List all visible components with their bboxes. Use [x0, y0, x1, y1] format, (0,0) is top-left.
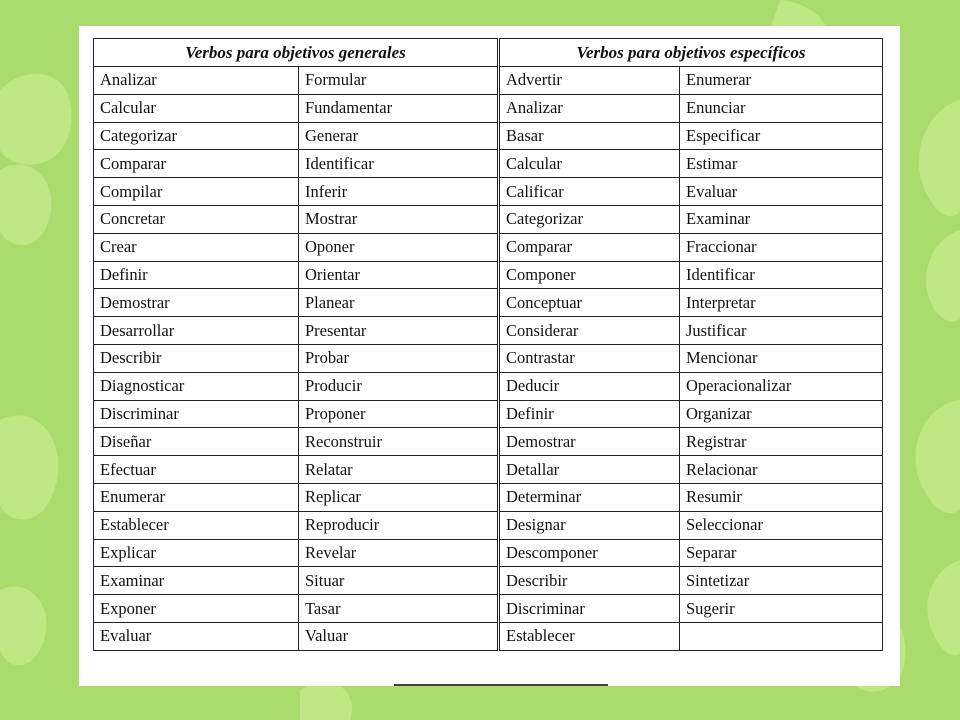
butterfly-wing-icon: [916, 400, 960, 513]
specific-verb-cell: Componer: [499, 261, 680, 289]
table-header-row: [94, 39, 883, 67]
specific-verb-cell: Calificar: [499, 178, 680, 206]
butterfly-wing-icon: [0, 586, 46, 665]
table-row: [94, 456, 883, 484]
general-verb-cell: Situar: [299, 567, 499, 595]
general-verb-cell: Identificar: [299, 150, 499, 178]
general-verb-cell: Presentar: [299, 317, 499, 345]
table-row: [94, 344, 883, 372]
general-verb-cell: Orientar: [299, 261, 499, 289]
specific-verb-cell: Sugerir: [680, 595, 883, 623]
specific-verb-cell: Sintetizar: [680, 567, 883, 595]
general-verb-cell: Mostrar: [299, 205, 499, 233]
specific-verb-cell: Basar: [499, 122, 680, 150]
specific-verb-cell: Advertir: [499, 67, 680, 95]
specific-verb-cell: Operacionalizar: [680, 372, 883, 400]
general-verb-cell: Comparar: [94, 150, 299, 178]
verbs-table: [93, 38, 883, 651]
specific-verb-cell: Resumir: [680, 483, 883, 511]
specific-verb-cell: [680, 622, 883, 650]
butterfly-wing-icon: [926, 230, 960, 322]
specific-verb-cell: Contrastar: [499, 344, 680, 372]
general-verb-cell: Replicar: [299, 483, 499, 511]
general-verb-cell: Probar: [299, 344, 499, 372]
specific-verb-cell: Especificar: [680, 122, 883, 150]
general-verb-cell: Valuar: [299, 622, 499, 650]
table-row: [94, 428, 883, 456]
general-verb-cell: Proponer: [299, 400, 499, 428]
general-verb-cell: Analizar: [94, 67, 299, 95]
table-row: [94, 622, 883, 650]
general-verb-cell: Crear: [94, 233, 299, 261]
butterfly-wing-icon: [927, 560, 960, 655]
specific-verb-cell: Evaluar: [680, 178, 883, 206]
specific-verb-cell: Categorizar: [499, 205, 680, 233]
specific-verb-cell: Estimar: [680, 150, 883, 178]
general-verb-cell: Reproducir: [299, 511, 499, 539]
specific-verb-cell: Fraccionar: [680, 233, 883, 261]
specific-verb-cell: Definir: [499, 400, 680, 428]
specific-verb-cell: Describir: [499, 567, 680, 595]
general-verb-cell: Diseñar: [94, 428, 299, 456]
table-row: [94, 539, 883, 567]
specific-verb-cell: Mencionar: [680, 344, 883, 372]
general-verb-cell: Calcular: [94, 94, 299, 122]
specific-verb-cell: Enumerar: [680, 67, 883, 95]
table-row: [94, 150, 883, 178]
general-verb-cell: Evaluar: [94, 622, 299, 650]
general-verb-cell: Enumerar: [94, 483, 299, 511]
general-verb-cell: Generar: [299, 122, 499, 150]
specific-verb-cell: Calcular: [499, 150, 680, 178]
table-body: [94, 67, 883, 651]
general-verb-cell: Compilar: [94, 178, 299, 206]
general-verb-cell: Describir: [94, 344, 299, 372]
butterfly-wing-icon: [919, 100, 960, 216]
table-row: [94, 233, 883, 261]
specific-verb-cell: Separar: [680, 539, 883, 567]
general-verb-cell: Revelar: [299, 539, 499, 567]
specific-verb-cell: Discriminar: [499, 595, 680, 623]
specific-verb-cell: Descomponer: [499, 539, 680, 567]
table-row: [94, 178, 883, 206]
general-verb-cell: Producir: [299, 372, 499, 400]
general-verb-cell: Relatar: [299, 456, 499, 484]
specific-verb-cell: Designar: [499, 511, 680, 539]
general-verb-cell: Establecer: [94, 511, 299, 539]
table-row: [94, 94, 883, 122]
general-verb-cell: Discriminar: [94, 400, 299, 428]
specific-verb-cell: Demostrar: [499, 428, 680, 456]
table-row: [94, 122, 883, 150]
specific-verb-cell: Considerar: [499, 317, 680, 345]
general-verb-cell: Formular: [299, 67, 499, 95]
table-row: [94, 205, 883, 233]
specific-verb-cell: Seleccionar: [680, 511, 883, 539]
specific-verb-cell: Identificar: [680, 261, 883, 289]
general-verb-cell: Definir: [94, 261, 299, 289]
general-verb-cell: Concretar: [94, 205, 299, 233]
specific-verb-cell: Justificar: [680, 317, 883, 345]
specific-verb-cell: Analizar: [499, 94, 680, 122]
table-row: [94, 261, 883, 289]
specific-verb-cell: Detallar: [499, 456, 680, 484]
table-row: [94, 400, 883, 428]
specific-verb-cell: Conceptuar: [499, 289, 680, 317]
table-row: [94, 289, 883, 317]
general-verb-cell: Categorizar: [94, 122, 299, 150]
header-specific-objectives: Verbos para objetivos específicos: [499, 39, 883, 67]
butterfly-wing-icon: [300, 682, 352, 720]
general-verb-cell: Diagnosticar: [94, 372, 299, 400]
table-row: [94, 317, 883, 345]
butterfly-wing-icon: [0, 74, 71, 165]
table-row: [94, 372, 883, 400]
general-verb-cell: Examinar: [94, 567, 299, 595]
table-row: [94, 595, 883, 623]
butterfly-wing-icon: [0, 165, 51, 246]
general-verb-cell: Exponer: [94, 595, 299, 623]
general-verb-cell: Desarrollar: [94, 317, 299, 345]
general-verb-cell: Reconstruir: [299, 428, 499, 456]
specific-verb-cell: Registrar: [680, 428, 883, 456]
specific-verb-cell: Deducir: [499, 372, 680, 400]
footer-divider: [394, 684, 608, 686]
general-verb-cell: Tasar: [299, 595, 499, 623]
specific-verb-cell: Relacionar: [680, 456, 883, 484]
specific-verb-cell: Examinar: [680, 205, 883, 233]
general-verb-cell: Efectuar: [94, 456, 299, 484]
specific-verb-cell: Organizar: [680, 400, 883, 428]
specific-verb-cell: Comparar: [499, 233, 680, 261]
specific-verb-cell: Interpretar: [680, 289, 883, 317]
general-verb-cell: Inferir: [299, 178, 499, 206]
specific-verb-cell: Establecer: [499, 622, 680, 650]
general-verb-cell: Fundamentar: [299, 94, 499, 122]
header-general-objectives: Verbos para objetivos generales: [94, 39, 499, 67]
table-row: [94, 567, 883, 595]
table-row: [94, 483, 883, 511]
general-verb-cell: Oponer: [299, 233, 499, 261]
specific-verb-cell: Enunciar: [680, 94, 883, 122]
table-row: [94, 511, 883, 539]
specific-verb-cell: Determinar: [499, 483, 680, 511]
butterfly-wing-icon: [0, 415, 58, 519]
general-verb-cell: Explicar: [94, 539, 299, 567]
general-verb-cell: Planear: [299, 289, 499, 317]
general-verb-cell: Demostrar: [94, 289, 299, 317]
table-row: [94, 67, 883, 95]
